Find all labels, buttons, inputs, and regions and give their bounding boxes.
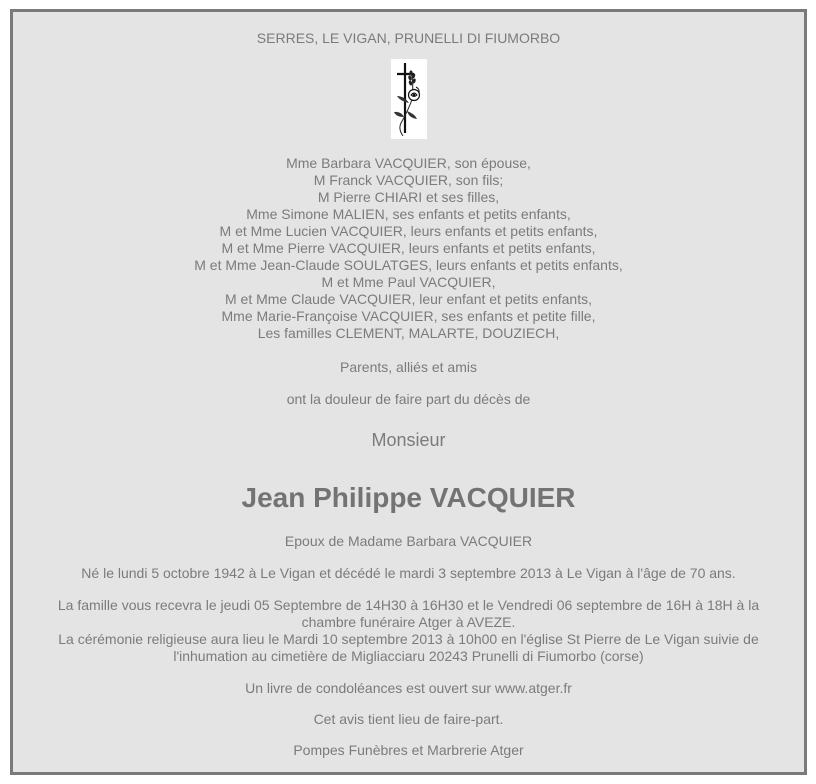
family-member: Mme Marie-Françoise VACQUIER, ses enfants et petite fille, bbox=[221, 308, 596, 324]
birth-death-line: Né le lundi 5 octobre 1942 à Le Vigan et décédé le mardi 3 septembre 2013 à Le Vigan à l'âge de 70 ans. bbox=[81, 565, 736, 581]
obituary-notice bbox=[10, 9, 807, 775]
ceremony-paragraph: La cérémonie religieuse aura lieu le Mardi 10 septembre 2013 à 10h00 en l'église St Pierre de Le Vigan suivie de l'inhumation au cimetière de Migliacciaru 20243 Prunelli di Fiumorbo (corse) bbox=[58, 631, 759, 664]
title-monsieur: Monsieur bbox=[371, 430, 446, 450]
condolences-line: Un livre de condoléances est ouvert sur www.atger.fr bbox=[245, 680, 572, 696]
family-list bbox=[13, 155, 804, 342]
reception-paragraph: La famille vous recevra le jeudi 05 Septembre de 14H30 à 16H30 et le Vendredi 06 septembre de 16H à 18H à la chambre funéraire Atger à AVEZE. bbox=[57, 597, 760, 630]
relatives-line: Parents, alliés et amis bbox=[340, 359, 477, 375]
family-member: Mme Barbara VACQUIER, son épouse, bbox=[286, 155, 531, 171]
family-member: M et Mme Claude VACQUIER, leur enfant et petits enfants, bbox=[224, 291, 592, 307]
announcement-line: ont la douleur de faire part du décès de bbox=[286, 391, 531, 407]
family-member: Les familles CLEMENT, MALARTE, DOUZIECH, bbox=[257, 325, 560, 341]
family-member: M Franck VACQUIER, son fils; bbox=[313, 172, 504, 188]
family-member: M et Mme Jean-Claude SOULATGES, leurs enfants et petits enfants, bbox=[194, 257, 623, 273]
spouse-line: Epoux de Madame Barbara VACQUIER bbox=[284, 533, 533, 549]
family-member: Mme Simone MALIEN, ses enfants et petits enfants, bbox=[246, 206, 571, 222]
funeral-home-line: Pompes Funèbres et Marbrerie Atger bbox=[293, 742, 524, 758]
family-member: M Pierre CHIARI et ses filles, bbox=[317, 189, 500, 205]
notice-note-line: Cet avis tient lieu de faire-part. bbox=[313, 711, 504, 727]
family-member: M et Mme Paul VACQUIER, bbox=[321, 274, 496, 290]
family-member: M et Mme Pierre VACQUIER, leurs enfants et petits enfants, bbox=[221, 240, 596, 256]
deceased-name: Jean Philippe VACQUIER bbox=[241, 482, 576, 513]
towns-heading: SERRES, LE VIGAN, PRUNELLI DI FIUMORBO bbox=[256, 30, 561, 46]
family-member: M et Mme Lucien VACQUIER, leurs enfants et petits enfants, bbox=[219, 223, 598, 239]
cross-with-flowers-icon bbox=[391, 59, 427, 139]
